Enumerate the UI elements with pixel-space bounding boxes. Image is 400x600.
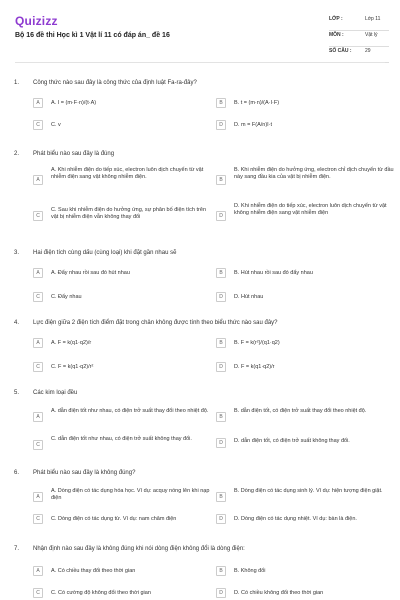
option-text: C. v	[51, 122, 61, 128]
question-number: 4.	[14, 320, 20, 326]
option-text: D. Có chiều không đổi theo thời gian	[234, 590, 324, 596]
meta-label: LỚP :	[329, 16, 343, 22]
question-text: Phát biểu nào sau đây là đúng	[33, 151, 115, 157]
meta-label: MÔN :	[329, 32, 344, 38]
option-text: A. I = (m·F·n)/(t·A)	[51, 100, 97, 106]
question-number: 3.	[14, 250, 20, 256]
option-text: A. Dòng điện có tác dụng hóa học. Ví dụ: acquy nóng lên khi nạp điện	[51, 488, 210, 501]
option-text: A. Đẩy nhau rồi sau đó hút nhau	[51, 270, 130, 276]
option-text: C. dẫn điện tốt như nhau, có điện trở suất không thay đổi.	[51, 436, 192, 442]
option-letter: D	[216, 514, 226, 524]
option-text: B. Hút nhau rồi sau đó đẩy nhau	[234, 270, 313, 276]
meta-info	[329, 16, 389, 64]
option-text: D. dẫn điện tốt, có điện trở suất không thay đổi.	[234, 438, 350, 444]
option-text: C. Dòng điện có tác dụng từ. Ví dụ: nam châm điện	[51, 516, 177, 522]
option-text: D. F = k(q1·q2)/r	[234, 364, 275, 370]
option-text: C. F = k(q1·q2)/r²	[51, 364, 94, 370]
question-number: 6.	[14, 470, 20, 476]
option-letter: C	[33, 588, 43, 598]
option-text: B. Dòng điện có tác dụng sinh lý. Ví dụ: hiện tượng điện giật.	[234, 488, 383, 494]
option-text: A. F = k(q1·q2)/r	[51, 340, 92, 346]
option-letter: D	[216, 211, 226, 221]
option-letter: A	[33, 268, 43, 278]
option-letter: D	[216, 362, 226, 372]
question-number: 5.	[14, 390, 20, 396]
option-text: B. Không đổi	[234, 568, 266, 574]
option-letter: A	[33, 98, 43, 108]
question-text: Nhận định nào sau đây là không đúng khi nói dòng điện không đổi là dòng điện:	[33, 546, 245, 552]
option-letter: A	[33, 412, 43, 422]
meta-row-subject	[329, 32, 389, 47]
option-letter: C	[33, 120, 43, 130]
option-text: D. Khi nhiễm điện do tiếp xúc, electron luôn dịch chuyển từ vật không nhiễm điện sang vật nhiễm điện	[234, 203, 387, 216]
option-text: D. Hút nhau	[234, 294, 264, 300]
option-letter: A	[33, 175, 43, 185]
meta-row-class	[329, 16, 389, 31]
option-letter: B	[216, 175, 226, 185]
document-title: Bộ 16 đề thi Học kì 1 Vật lí 11 có đáp án_ đề 16	[15, 32, 170, 39]
option-letter: A	[33, 566, 43, 576]
option-letter: A	[33, 338, 43, 348]
meta-value: Vật lý	[365, 32, 378, 38]
option-text: B. F = k(r²)/(q1·q2)	[234, 340, 280, 346]
question-text: Hai điện tích cùng dấu (cùng loại) khi đặt gần nhau sẽ	[33, 250, 177, 256]
meta-label: SỐ CÂU :	[329, 48, 352, 54]
option-text: A. dẫn điện tốt như nhau, có điện trở suất thay đổi theo nhiệt độ.	[51, 408, 209, 414]
option-letter: B	[216, 338, 226, 348]
option-text: B. Khi nhiễm điện do hưởng ứng, electron chỉ dịch chuyển từ đầu này sang đầu kia của vật bị nhiễm điện.	[234, 167, 394, 180]
option-text: D. Dòng điện có tác dụng nhiệt. Ví dụ: bàn là điện.	[234, 516, 357, 522]
option-letter: B	[216, 98, 226, 108]
option-letter: C	[33, 362, 43, 372]
question-number: 7.	[14, 546, 20, 552]
option-letter: C	[33, 514, 43, 524]
option-letter: B	[216, 268, 226, 278]
option-text: A. Có chiều thay đổi theo thời gian	[51, 568, 136, 574]
header-divider	[15, 62, 385, 63]
meta-value: Lớp 11	[365, 16, 381, 22]
question-text: Công thức nào sau đây là công thức của định luật Fa-ra-đây?	[33, 80, 197, 86]
option-text: D. m = F(A/n)I·t	[234, 122, 273, 128]
option-text: A. Khi nhiễm điện do tiếp xúc, electron luôn dịch chuyển từ vật nhiễm điện sang vật không nhiễm điện.	[51, 167, 204, 180]
option-letter: B	[216, 492, 226, 502]
option-letter: D	[216, 588, 226, 598]
option-letter: D	[216, 438, 226, 448]
option-text: B. t = (m·n)/(A·I·F)	[234, 100, 280, 106]
option-letter: C	[33, 292, 43, 302]
option-letter: D	[216, 292, 226, 302]
option-letter: D	[216, 120, 226, 130]
question-number: 2.	[14, 151, 20, 157]
meta-value: 29	[365, 48, 371, 54]
option-text: B. dẫn điện tốt, có điện trở suất thay đổi theo nhiệt độ.	[234, 408, 367, 414]
option-text: C. Đẩy nhau	[51, 294, 82, 300]
question-number: 1.	[14, 80, 20, 86]
question-text: Các kim loại đều	[33, 390, 78, 396]
option-text: C. Có cường độ không đổi theo thời gian	[51, 590, 151, 596]
option-letter: C	[33, 211, 43, 221]
option-text: C. Sau khi nhiễm điện do hưởng ứng, sự phân bố điện tích trên vật bị nhiễm điện vẫn không thay đổi	[51, 207, 206, 220]
document-header	[0, 0, 400, 72]
option-letter: C	[33, 440, 43, 450]
option-letter: B	[216, 412, 226, 422]
option-letter: A	[33, 492, 43, 502]
question-text: Phát biểu nào sau đây là không đúng?	[33, 470, 136, 476]
question-text: Lực điện giữa 2 điện tích điểm đặt trong chân không được tính theo biểu thức nào sau đây?	[33, 320, 278, 326]
meta-row-count	[329, 48, 389, 63]
quizizz-logo: Quizizz	[15, 14, 58, 28]
option-letter: B	[216, 566, 226, 576]
